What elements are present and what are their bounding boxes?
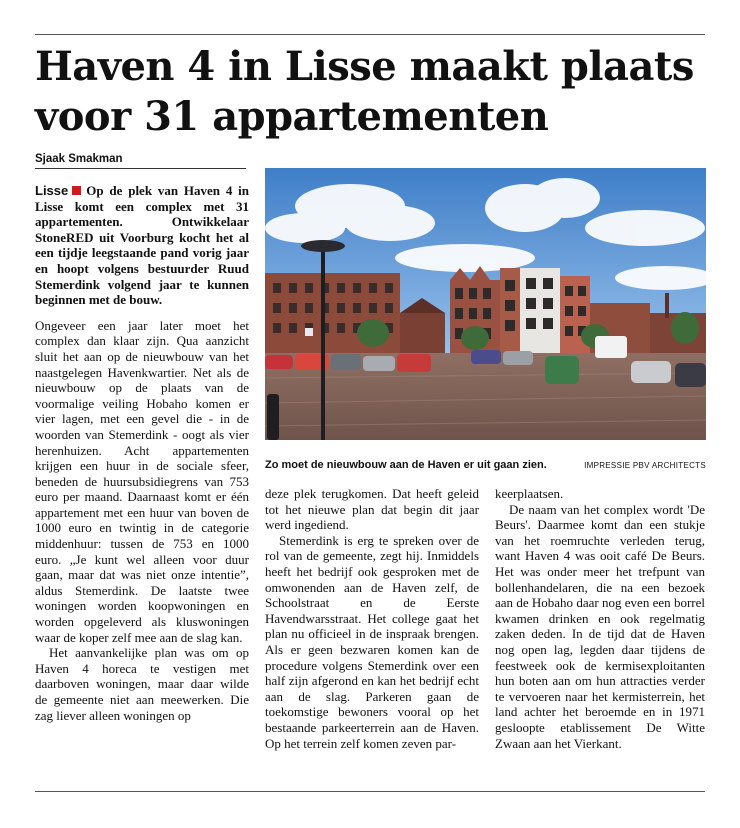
byline: Sjaak Smakman (35, 153, 246, 169)
column-3 (495, 486, 705, 751)
photo-caption: Zo moet de nieuwbouw aan de Haven er uit gaan zien. (265, 459, 547, 471)
lead-text: Op de plek van Haven 4 in Lisse komt een complex met 31 appartementen. Ontwikkelaar StoneRED uit Voorburg kocht het al een tijdje leegstaande pand vorig jaar en hoopt volgens bestuurder Ruud Stemerdink volgend jaar te kunnen beginnen met de bouw. (35, 183, 249, 308)
headline-line-1: Haven 4 in Lisse maakt plaats (35, 43, 694, 90)
column-1 (35, 183, 249, 723)
article-photo (265, 168, 706, 440)
body-paragraph: deze plek terugkomen. Dat heeft geleid tot het nieuwe plan dat begin dit jaar werd ingediend. (265, 486, 479, 533)
lead-paragraph (35, 183, 249, 308)
photo-credit: IMPRESSIE PBV ARCHITECTS (584, 461, 706, 470)
headline-line-2: voor 31 appartementen (35, 93, 549, 140)
location-dateline: Lisse (35, 183, 69, 198)
column-2 (265, 486, 479, 751)
top-rule (35, 34, 705, 35)
body-paragraph: keerplaatsen. (495, 486, 564, 501)
body-paragraph: Ongeveer een jaar later moet het complex dan klaar zijn. Qua aanzicht sluit het aan op de nieuwbouw van het naastgelegen Havenkwartier. Net als de nieuwbouw op de plaats van de voormalige veiling Hobaho komen er vier lagen, met een gevel die - in de woorden van Stemerdink - oogt als vier herenhuizen. Acht appartementen krijgen een huur in de sociale sfeer, beneden de huursubsidiegrens van 753 euro per maand. Daarnaast komt er één appartement met een huur van boven de 1000 euro en twintig in de categorie middenhuur: tussen de 753 en 1000 euro. „Je kunt wel alleen voor duur gaan, maar dat was niet onze intentie”, aldus Stemerdink. De laatste twee woningen worden koopwoningen en worden opgeleverd als kluswoningen waar de koper zelf mee aan de slag kan. (35, 317, 249, 645)
photo-caption-row (265, 459, 706, 471)
red-square-marker (72, 186, 81, 195)
headline (35, 42, 715, 142)
body-paragraph: Stemerdink is erg te spreken over de rol van de gemeente, zegt hij. Inmiddels heeft het bedrijf ook gesproken met de omwonenden aan de Haven zelf, de Schoolstraat en de Eerste Havendwarsstraat. Het college gaat het plan nu officieel in de inspraak brengen. Als er geen bezwaren komen kan de procedure volgens Stemerdink over een half zijn afgerond en kan het bedrijf echt aan de slag. Parkeren gaan de toekomstige bewoners vooral op het bestaande parkeerterrein aan de Haven. Op het terrein zelf komen zeven par- (265, 532, 479, 751)
body-paragraph: De naam van het complex wordt 'De Beurs'. Daarmee komt dan een stukje van het roemruchte verleden terug, want Haven 4 was ooit café De Beurs. Het was onder meer het trefpunt van bollenhandelaren, die na een bezoek aan de Hobaho daar nog even een borrel kwamen drinken en ook regelmatig zaken deden. In de tijd dat de Haven nog open lag, legden daar tijdens de feestweek ook de kermisexploitanten hun boten aan om hun attracties verder te vervoeren naar het kermisterrein, het land achter het beroemde en in 1971 gesloopte etablissement De Witte Zwaan aan het Vierkant. (495, 501, 705, 751)
body-paragraph: Het aanvankelijke plan was om op Haven 4 horeca te vestigen met daarboven woningen, maar daar wilde de gemeente niet aan meewerken. Die zag liever alleen woningen op (35, 645, 249, 723)
bottom-rule (35, 791, 705, 792)
